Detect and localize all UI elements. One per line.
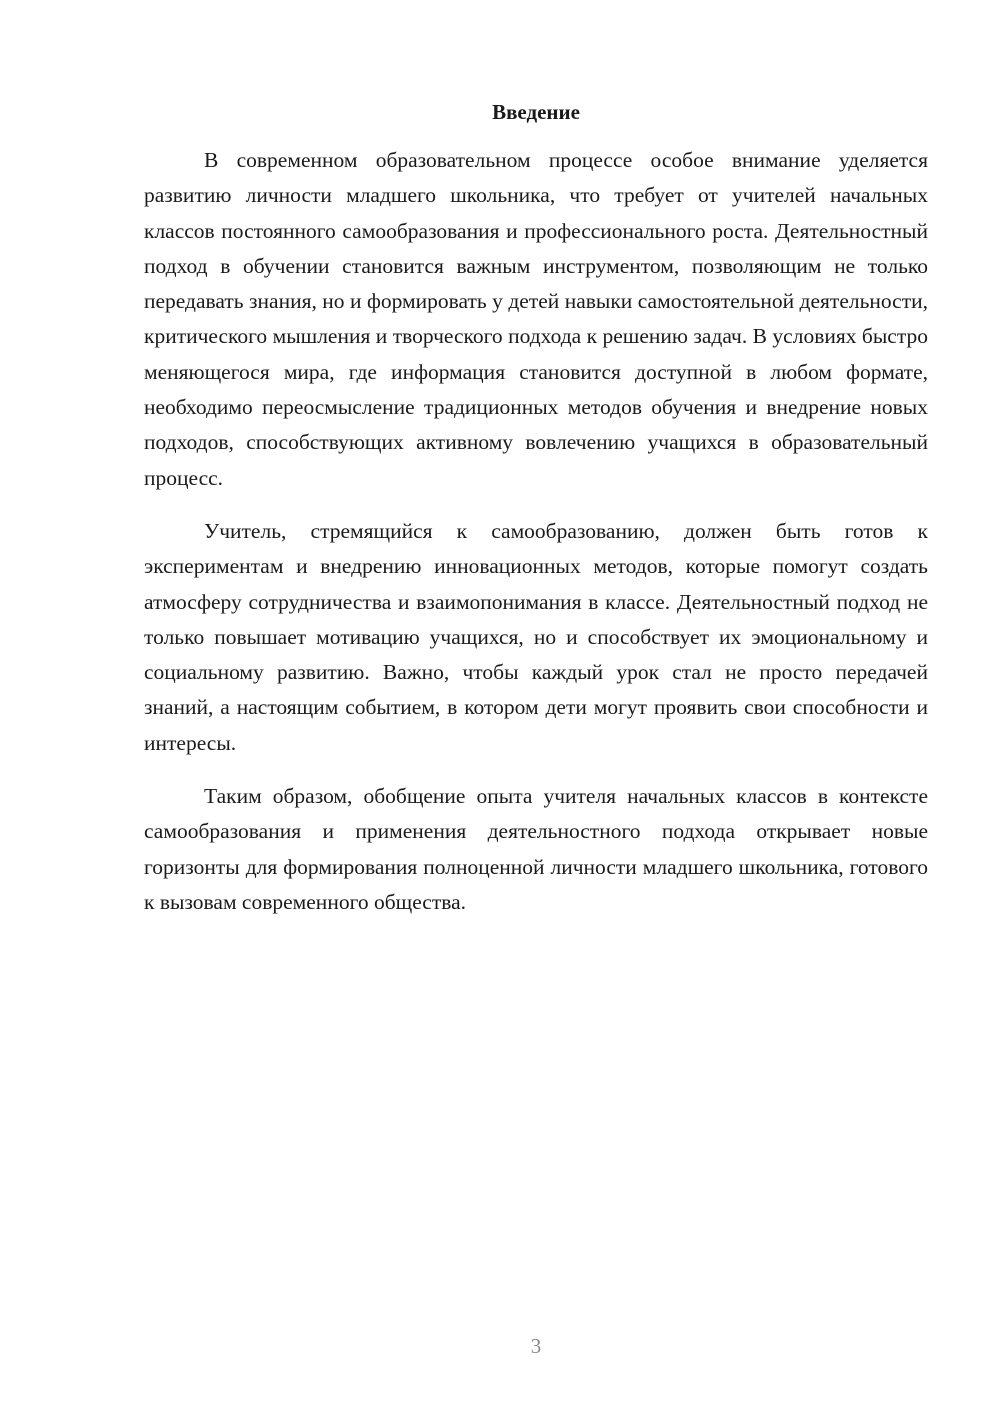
section-title: Введение (492, 100, 580, 124)
paragraph-3: Таким образом, обобщение опыта учителя начальных классов в контексте самообразования и применения деятельностного подхода открывает новые горизонты для формирования полноценной личности младшего школьника, готового к вызовам современного общества. (144, 784, 928, 914)
page-number: 3 (530, 1334, 542, 1358)
paragraph-1: В современном образовательном процессе особое внимание уделяется развитию личности младшего школьника, что требует от учителей начальных классов постоянного самообразования и профессионального роста. Деятельностный подход в обучении становится важным инструментом, позволяющим не только передавать знания, но и формировать у детей навыки самостоятельной деятельности, критического мышления и творческого подхода к решению задач. В условиях быстро меняющегося мира, где информация становится доступной в любом формате, необходимо переосмысление традиционных методов обучения и внедрение новых подходов, способствующих активному вовлечению учащихся в образовательный процесс. (144, 148, 928, 490)
paragraph-2: Учитель, стремящийся к самообразованию, должен быть готов к экспериментам и внедрению инновационных методов, которые помогут создать атмосферу сотрудничества и взаимопонимания в классе. Деятельностный подход не только повышает мотивацию учащихся, но и способствует их эмоциональному и социальному развитию. Важно, чтобы каждый урок стал не просто передачей знаний, а настоящим событием, в котором дети могут проявить свои способности и интересы. (144, 518, 928, 755)
body-text (144, 143, 928, 920)
